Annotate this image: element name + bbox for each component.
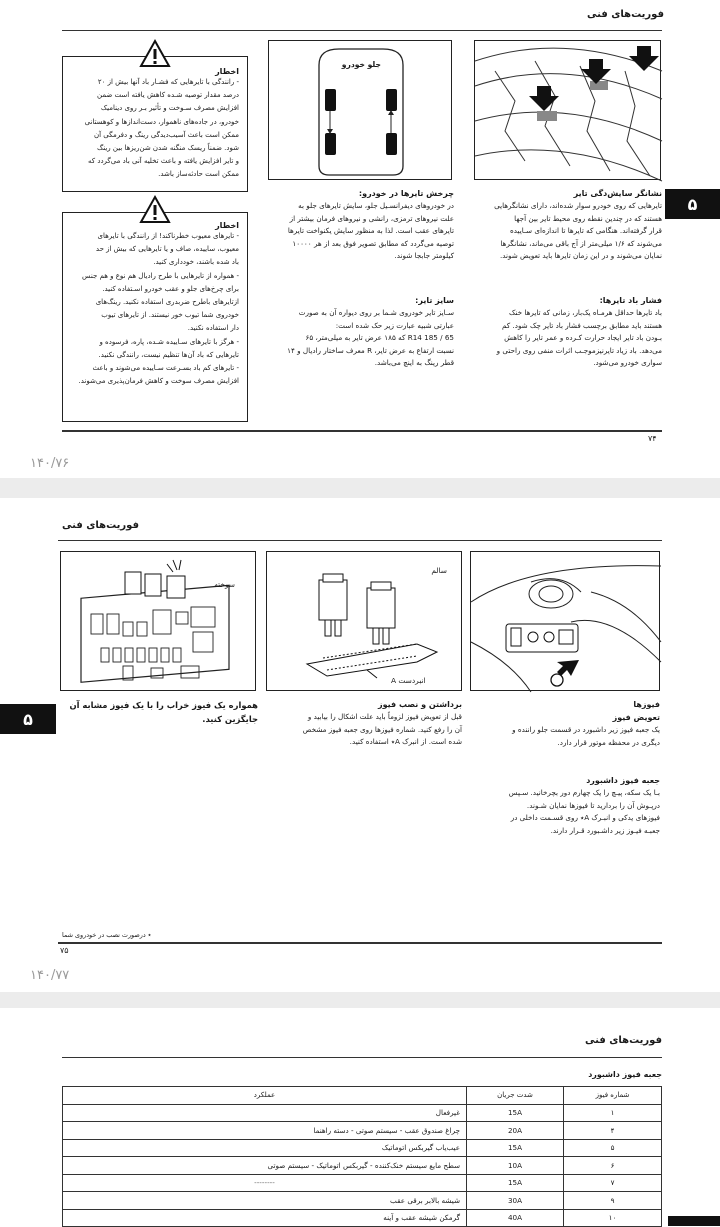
warning-title: اخطار — [215, 221, 239, 230]
replace-fuse-note: همواره یک فیوز خراب را با یک فیوز مشابه آن جایگزین کنید. — [69, 700, 258, 724]
chapter-tab: ۵ — [0, 704, 56, 734]
wear-indicator-section: نشانگر سایش‌دگی تایر تایرهایی که روی خودرو سوار شده‌اند، دارای نشانگرهایی هستند که در چندین نقطه روی محیط تایر بین آجها قرار گرفته‌اند. هنگامی که تایرها تا اندازه‌ای سـاییده می‌شوند که ۱/۶ میلی‌متر از آج باقی می‌ماند، نشانگرها نمایان می‌شوند و در این زمان تایرها باید تعویض شوند. — [494, 189, 662, 261]
chapter-tab-edge — [668, 1216, 720, 1226]
tire-wear-image — [474, 40, 661, 180]
page-separator — [0, 992, 720, 1008]
page-header: فوریت‌های فنی — [62, 520, 139, 531]
tire-rotation-image — [268, 40, 452, 180]
folio-number: ۱۴۰/۷۶ — [30, 456, 70, 471]
table-header-row — [63, 1087, 662, 1105]
burnt-label: سوخته — [214, 580, 235, 589]
table-row: ۷ 15A -------- — [63, 1174, 662, 1192]
page-number: ۷۵ — [60, 946, 69, 955]
arrow-icon — [557, 660, 579, 676]
folio-number: ۱۴۰/۷۷ — [30, 968, 70, 983]
page-number: ۷۴ — [648, 434, 657, 443]
tire-rotation-section: چرخش تایرها در خودرو: در خودروهای دیفرانسـیل جلو، سایش تایرهای جلو به علت نیروهای ترمزی، رانشی و نیروهای فرمان بیشتر از تایرهای عقب است. لذا به منظور سایش یکنواخت تایرها توصیه می‌گردد که مطابق تصویر فوق بعد از هر ۱۰۰۰۰ کیلومتر جابجا شوند. — [287, 189, 454, 261]
table-row: ۶ 10A سطح مایع سیستم خنک‌کننده - گیربکس اتوماتیک - سیستم صوتی — [63, 1157, 662, 1175]
warning-box-damaged-tires — [62, 212, 248, 422]
dashboard-fuse-location-image — [470, 551, 660, 691]
tire-tread-illustration — [475, 41, 662, 181]
header-rule — [62, 30, 662, 31]
footer-rule — [58, 942, 662, 944]
tire-pressure-section: فشار باد تایرها: باد تایرها حداقل هرمـاه یک‌بار، زمانی که تایرها خنک هستند باید مطابق برچسب فشار باد تایر چک شود. کم بـودن باد تایر ایجاد حرارت کـرده و عمر تایر را کاهش می‌دهد. باد زیاد تایرنیزموجـب اثرات منفی روی راحتی و سواری خودرو می‌شود. — [496, 296, 662, 368]
header-rule — [62, 1057, 662, 1058]
dashboard-fuse-box-section: جعبه فیوز داشبورد بـا یک سکه، پیـچ را یک چهارم دور بچرخانید. سـپس درپـوش آن را بردارید تا فیوزها نمایان شـوند. فیوزهای یدکی و انبـرک A٭ روی قسـمت داخلی در جعبـه فیـوز زیر داشـبورد قـرار دارند. — [508, 776, 660, 835]
footer-rule — [62, 430, 662, 432]
warning-triangle-icon — [140, 196, 170, 223]
fuse-table — [62, 1086, 662, 1227]
table-row: ۴ 20A چراغ صندوق عقب - سیستم صوتی - دسته راهنما — [63, 1122, 662, 1140]
table-row: ۱ 15A غیرفعال — [63, 1104, 662, 1122]
column-header: شماره فیوز — [564, 1087, 662, 1105]
chapter-tab: ۵ — [665, 189, 720, 219]
manual-page-75 — [0, 498, 720, 964]
manual-page-76 — [0, 1008, 720, 1226]
column-header: شدت جریان — [467, 1087, 564, 1105]
fuse-puller-image — [266, 551, 462, 691]
warning-title: اخطار — [215, 67, 239, 76]
table-row: ۹ 30A شیشه بالابر برقی عقب — [63, 1192, 662, 1210]
tire-size-section: سایز تایر: سـایز تایر خودروی شـما بر روی دیواره آن به صورت عبارتی شبیه عبارت زیر حک شده است: R14 185 / 65 که ۱۸۵ عرض تایر به میلی‌متر، ۶۵ نسبت ارتفاع به عرض تایر، R معرف ساختار رادیال و ۱۴ قطر رینگ به اینچ می‌باشد. — [287, 296, 454, 368]
table-title: جعبه فیوز داشبورد — [588, 1070, 662, 1079]
table-row: ۵ 15A عیب‌یاب گیربکس اتوماتیک — [63, 1139, 662, 1157]
column-header: عملکرد — [63, 1087, 467, 1105]
ok-label: سالم — [431, 566, 447, 575]
warning-box-underinflation — [62, 56, 248, 192]
page-separator — [0, 478, 720, 498]
warning-text: - تایرهای معیوب خطرناکند! از رانندگی با تایرهای معیوب، ساییده، صاف و یا تایرهایی که بیش از حد باد شده باشند، خودداری کنید. - همواره از تایرهایی با طرح رادیال هم نوع و هم جنس برای چرخ‌های جلو و عقب خودرو اسـتفاده کنید. ازتایرهای باطرح ضربدری استفاده نکنید. رینگ‌های خودروی شما تیوب خور نیستند. از تایرهای تیوب دار استفاده نکنید. - هرگز با تایرهای سـاییده شـده، پاره، فرسوده و تایرهایی که باد آن‌ها تنظیم نیست، رانندگی نکنید. - تایرهای کم باد بسـرعت سـاییده می‌شوند و باعث افزایش مصرف سوخت و کاهش فرمان‌پذیری می‌شوند. — [78, 232, 239, 386]
arrow-icon — [629, 46, 659, 71]
page-header: فوریت‌های فنی — [585, 1035, 662, 1046]
fuse-box-image — [60, 551, 256, 691]
table-row: ۱۰ 40A گرمکن شیشه عقب و آینه — [63, 1209, 662, 1227]
manual-page-74 — [0, 0, 720, 471]
puller-label: انبردست A — [391, 676, 426, 685]
arrow-icon — [529, 86, 559, 111]
footnote: ٭ درصورت نصب در خودروی شما — [62, 931, 152, 939]
front-of-car-label: جلو خودرو — [341, 60, 381, 69]
header-rule — [58, 540, 662, 541]
warning-text: - رانندگی با تایرهایی که فشـار باد آنها بیش از ۲۰ درصد مقدار توصیه شـده کاهش یافته است ضمن افزایش مصرف سـوخت و تأثیر بـر روی دینامیک خودرو، در جاده‌های ناهموار، دست‌اندازها و کوهستانی ممکن است باعث آسیب‌دیدگی رینگ و دفرمگی آن شود. ضمناً ریسک منگنه شدن شن‌ریزها بین رینگ و تایر افزایش یافته و باعث تخلیه آنی باد می‌گردد که ممکن است حادثه‌ساز باشد. — [84, 78, 239, 179]
remove-install-fuse-section: برداشتن و نصب فیوز قبل از تعویض فیوز لزوماً باید علت اشکال را بیابید و آن را رفع کنید. شماره فیوزها روی جعبه فیوز مشخص شده است. از انبرک A٭ استفاده کنید. — [302, 700, 462, 747]
page-header: فوریت‌های فنی — [587, 9, 664, 20]
warning-triangle-icon — [140, 40, 170, 67]
fuses-section: فیوزها تعویض فیوز یک جعبه فیوز زیر داشبورد در قسمت جلو راننده و دیگری در محفظه موتور قرار دارد. — [512, 700, 660, 747]
